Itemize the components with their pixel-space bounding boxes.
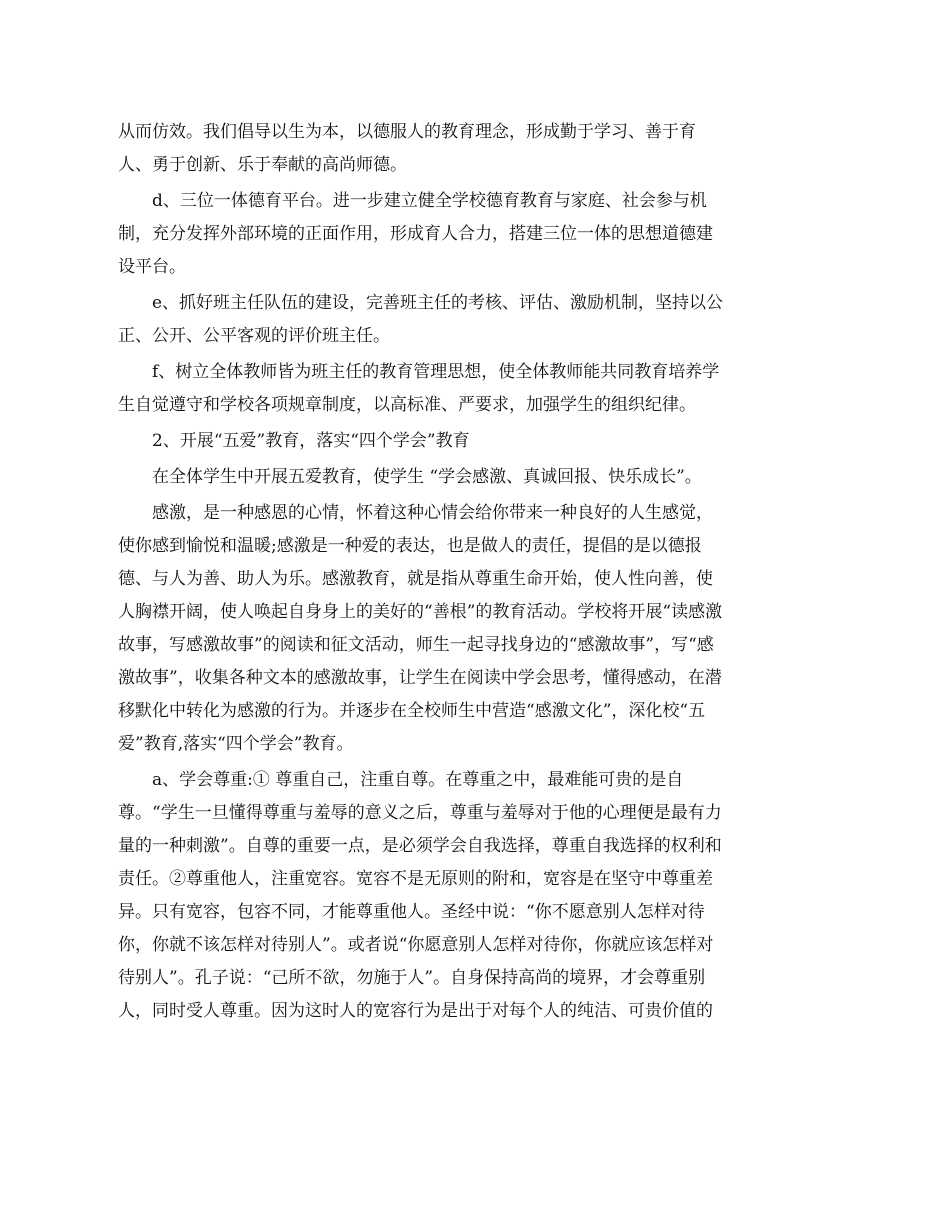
text-line: 异。只有宽容，包容不同，才能尊重他人。圣经中说：“你不愿意别人怎样对待 — [118, 902, 705, 922]
text-line: 正、公开、公平客观的评价班主任。 — [118, 326, 390, 346]
text-line: 使你感到愉悦和温暖;感激是一种爱的表达，也是做人的责任，提倡的是以德报 — [118, 536, 702, 556]
text-line: 移默化中转化为感激的行为。并逐步在全校师生中营造“感激文化”，深化校“五 — [118, 701, 706, 721]
text-line: 感激，是一种感恩的心情，怀着这种心情会给你带来一种良好的人生感觉， — [152, 503, 713, 523]
text-line: 从而仿效。我们倡导以生为本，以德服人的教育理念，形成勤于学习、善于育 — [118, 122, 696, 142]
text-line: 人、勇于创新、乐于奉献的高尚师德。 — [118, 155, 407, 175]
text-line: 设平台。 — [118, 257, 186, 277]
paragraph-item-f — [118, 356, 808, 422]
text-line: 激故事”，收集各种文本的感激故事，让学生在阅读中学会思考，懂得感动，在潜 — [118, 668, 722, 688]
text-line: 在全体学生中开展五爱教育，使学生 “学会感激、真诚回报、快乐成长”。 — [152, 467, 702, 487]
text-line: 人胸襟开阔，使人唤起自身身上的美好的“善根”的教育活动。学校将开展“读感激 — [118, 602, 723, 622]
text-line: 故事，写感激故事”的阅读和征文活动，师生一起寻找身边的“感激故事”，写“感 — [118, 635, 714, 655]
paragraph-teacher-ethics — [118, 116, 808, 182]
section-heading-five-loves — [118, 425, 808, 458]
text-line: 2、开展“五爱”教育，落实“四个学会”教育 — [152, 431, 470, 451]
text-line: d、三位一体德育平台。进一步建立健全学校德育教育与家庭、社会参与机 — [152, 191, 707, 211]
text-line: 德、与人为善、助人为乐。感激教育，就是指从尊重生命开始，使人性向善，使 — [118, 569, 713, 589]
text-line: 人，同时受人尊重。因为这时人的宽容行为是出于对每个人的纯洁、可贵价值的 — [118, 1001, 713, 1021]
paragraph-item-d — [118, 185, 808, 284]
text-line: 责任。②尊重他人，注重宽容。宽容不是无原则的附和，宽容是在坚守中尊重差 — [118, 869, 713, 889]
text-line: 爱”教育,落实“四个学会”教育。 — [118, 734, 354, 754]
document-body — [118, 116, 808, 1031]
text-line: 待别人”。孔子说：“己所不欲，勿施于人”。自身保持高尚的境界，才会尊重别 — [118, 968, 706, 988]
paragraph-item-e — [118, 287, 808, 353]
text-line: a、学会尊重:① 尊重自己，注重自尊。在尊重之中，最难能可贵的是自 — [152, 770, 684, 790]
text-line: e、抓好班主任队伍的建设，完善班主任的考核、评估、激励机制，坚持以公 — [152, 293, 724, 313]
text-line: 你，你就不该怎样对待别人”。或者说“你愿意别人怎样对待你，你就应该怎样对 — [118, 935, 714, 955]
text-line: 量的一种刺激”。自尊的重要一点，是必须学会自我选择，尊重自我选择的权利和 — [118, 836, 722, 856]
paragraph-five-loves-intro — [118, 461, 808, 494]
paragraph-gratitude — [118, 497, 808, 761]
text-line: 制，充分发挥外部环境的正面作用，形成育人合力，搭建三位一体的思想道德建 — [118, 224, 713, 244]
text-line: 尊。“学生一旦懂得尊重与羞辱的意义之后，尊重与羞辱对于他的心理便是最有力 — [118, 803, 722, 823]
paragraph-learn-respect — [118, 764, 808, 1028]
text-line: 生自觉遵守和学校各项规章制度，以高标准、严要求，加强学生的组织纪律。 — [118, 395, 696, 415]
text-line: f、树立全体教师皆为班主任的教育管理思想，使全体教师能共同教育培养学 — [152, 362, 720, 382]
